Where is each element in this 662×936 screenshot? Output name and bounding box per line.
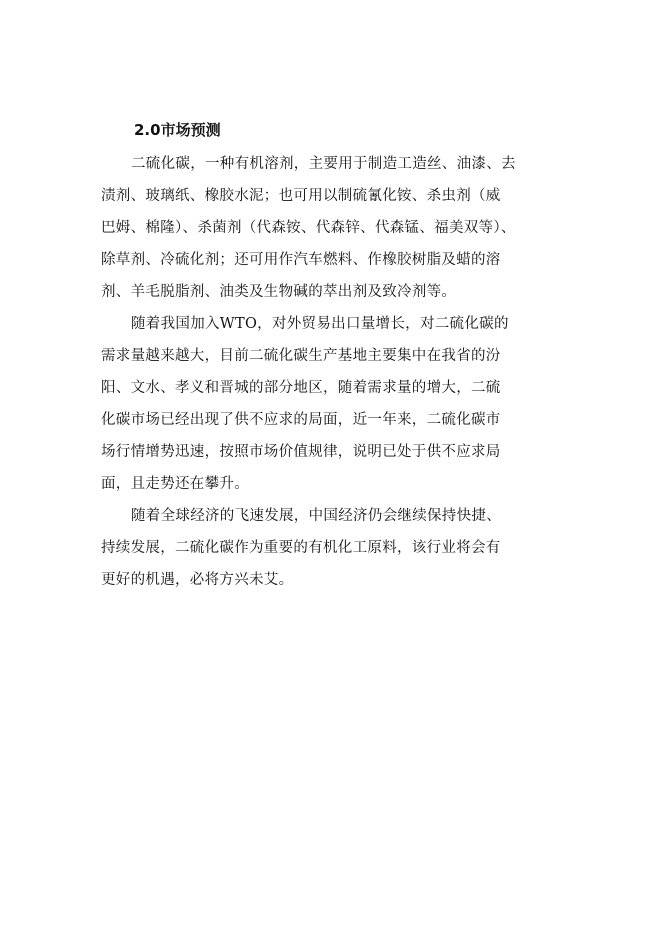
paragraph-line: 化碳市场已经出现了供不应求的局面，近一年来，二硫化碳市 xyxy=(101,412,501,428)
paragraph-1 xyxy=(101,148,561,308)
paragraph-line: 阳、文水、孝义和晋城的部分地区，随着需求量的增大，二硫 xyxy=(101,380,501,396)
paragraph-line: 除草剂、冷硫化剂；还可用作汽车燃料、作橡胶树脂及蜡的溶 xyxy=(101,252,501,268)
paragraph-line: 二硫化碳，一种有机溶剂，主要用于制造工造丝、油漆、去 xyxy=(131,156,516,172)
paragraph-line: 剂、羊毛脱脂剂、油类及生物碱的萃出剂及致冷剂等。 xyxy=(101,284,457,300)
paragraph-line: 需求量越来越大，目前二硫化碳生产基地主要集中在我省的汾 xyxy=(101,348,501,364)
paragraph-line: 随着我国加入WTO，对外贸易出口量增长，对二硫化碳的 xyxy=(131,316,509,332)
paragraph-line: 面，且走势还在攀升。 xyxy=(101,476,249,492)
paragraph-line: 持续发展，二硫化碳作为重要的有机化工原料，该行业将会有 xyxy=(101,540,501,556)
paragraph-line: 渍剂、玻璃纸、橡胶水泥；也可用以制硫氰化铵、杀虫剂（威 xyxy=(101,188,501,204)
paragraph-2 xyxy=(101,308,561,500)
document-body xyxy=(101,118,561,596)
section-heading: 2.0市场预测 xyxy=(134,121,221,139)
paragraph-line: 更好的机遇，必将方兴未艾。 xyxy=(101,572,294,588)
paragraph-line: 随着全球经济的飞速发展，中国经济仍会继续保持快捷、 xyxy=(131,508,501,524)
paragraph-line: 场行情增势迅速，按照市场价值规律，说明已处于供不应求局 xyxy=(101,444,501,460)
paragraph-3 xyxy=(101,500,561,596)
paragraph-line: 巴姆、棉隆）、杀菌剂（代森铵、代森锌、代森锰、福美双等）、 xyxy=(101,220,516,236)
